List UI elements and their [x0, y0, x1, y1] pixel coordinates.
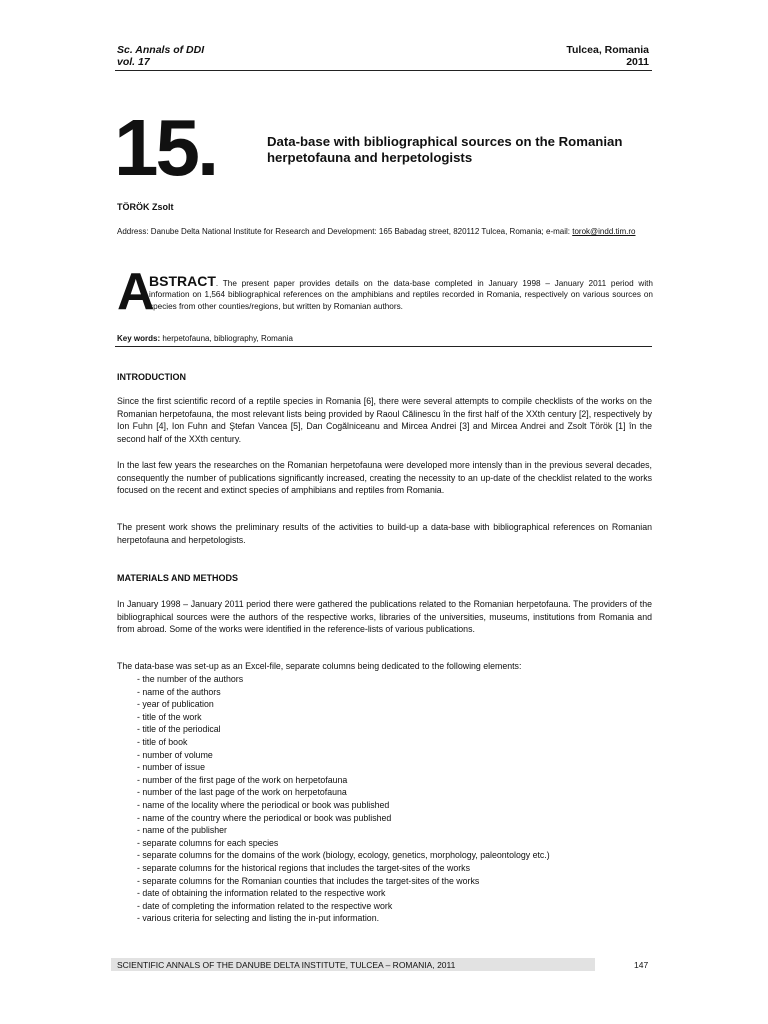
author-name: TÖRÖK Zsolt — [117, 202, 174, 212]
journal-name: Sc. Annals of DDI — [117, 44, 205, 56]
header-place: Tulcea, Romania — [566, 44, 649, 56]
keywords-divider — [115, 346, 652, 347]
abstract-paragraph — [149, 273, 653, 312]
running-header-place — [566, 44, 649, 68]
header-year: 2011 — [626, 56, 649, 68]
methods-paragraph-1: In January 1998 – January 2011 period there were gathered the publications related to the Romanian herpetofauna. The providers of the bibliographical sources were the authors of the respective works, libraries of the universities, museums, institutions from Romania and from abroad. Some of the works were identified in the reference-lists of various publications. — [117, 599, 652, 635]
author-address — [117, 226, 653, 238]
email-link[interactable]: torok@indd.tim.ro — [572, 227, 636, 236]
list-item: - separate columns for each species — [137, 837, 279, 848]
paper-title: Data-base with bibliographical sources on the Romanian herpetofauna and herpetologists — [267, 134, 623, 165]
keywords-text: herpetofauna, bibliography, Romania — [160, 334, 293, 343]
list-item: - name of the authors — [137, 686, 221, 697]
list-item: - number of volume — [137, 749, 213, 760]
list-item: - title of book — [137, 736, 188, 747]
list-item: - separate columns for the Romanian counties that includes the target-sites of the works — [137, 875, 480, 886]
list-item: - name of the publisher — [137, 825, 227, 836]
list-item: - date of obtaining the information related to the respective work — [137, 888, 386, 899]
keywords-label: Key words: — [117, 334, 161, 343]
list-item: - title of the periodical — [137, 724, 221, 735]
abstract-text: . The present paper provides details on the data-base completed in January 1998 – January 2011 period with information on 1,564 bibliographical references on the amphibians and reptiles recorded in Romania, respectively on various sources on species from other counties/regions, but written by Romanian authors. — [149, 279, 653, 311]
introduction-paragraph-1: Since the first scientific record of a reptile species in Romania [6], there were several attempts to compile checklists of the works on the Romanian herpetofauna, the most relevant lists being provided by Raoul Călinescu în the first half of the XXth century [2], respectively by Ion Fuhn [4], Ion Fuhn and Ştefan Vancea [5], Dan Cogălniceanu and Mircea Andrei [3] and Mircea Andrei and Zsolt Török [1] în the second half of the XXth century. — [117, 396, 652, 444]
running-header-journal — [117, 44, 204, 68]
chapter-number: 15. — [114, 103, 217, 192]
address-text: Address: Danube Delta National Institute for Research and Development: 165 Babadag street, 820112 Tulcea, Romania; e-mail: — [117, 227, 573, 236]
list-item: - the number of the authors — [137, 674, 244, 684]
page-number: 147 — [634, 960, 649, 970]
list-item: - date of completing the information related to the respective work — [137, 900, 393, 911]
introduction-paragraph-2: In the last few years the researches on the Romanian herpetofauna were developed more intensly than in the previous several decades, consequently the number of publications significantly increased, creating the necessity to an up-date of the checklist related to the works focused on the recent and extinct species of amphibians and reptiles from Romania. — [117, 460, 652, 496]
journal-volume: vol. 17 — [117, 56, 150, 68]
data-base-elements-list — [137, 673, 550, 925]
abstract-heading: BSTRACT — [149, 273, 216, 289]
list-item: - title of the work — [137, 711, 202, 722]
list-item: - various criteria for selecting and listing the in-put information. — [137, 913, 380, 924]
abstract-drop-cap: A — [117, 263, 155, 321]
list-item: - number of the first page of the work on herpetofauna — [137, 774, 348, 785]
list-item: - name of the country where the periodical or book was published — [137, 812, 392, 823]
keywords-line — [117, 334, 293, 343]
list-item: - year of publication — [137, 699, 214, 710]
introduction-heading: INTRODUCTION — [117, 372, 186, 382]
list-item: - number of the last page of the work on herpetofauna — [137, 787, 347, 798]
list-item: - separate columns for the domains of the work (biology, ecology, genetics, morphology, paleontology etc.) — [137, 850, 550, 861]
methods-paragraph-2: The data-base was set-up as an Excel-file, separate columns being dedicated to the following elements: — [117, 661, 522, 671]
list-item: - separate columns for the historical regions that includes the target-sites of the works — [137, 862, 470, 873]
list-item: - number of issue — [137, 762, 205, 773]
header-divider — [115, 70, 652, 71]
introduction-paragraph-3: The present work shows the preliminary results of the activities to build-up a data-base with bibliographical references on Romanian herpetofauna and herpetologists. — [117, 522, 652, 545]
footer-journal-text: SCIENTIFIC ANNALS OF THE DANUBE DELTA INSTITUTE, TULCEA – ROMANIA, 2011 — [117, 960, 456, 970]
list-item: - name of the locality where the periodical or book was published — [137, 799, 390, 810]
methods-heading: MATERIALS AND METHODS — [117, 573, 238, 583]
